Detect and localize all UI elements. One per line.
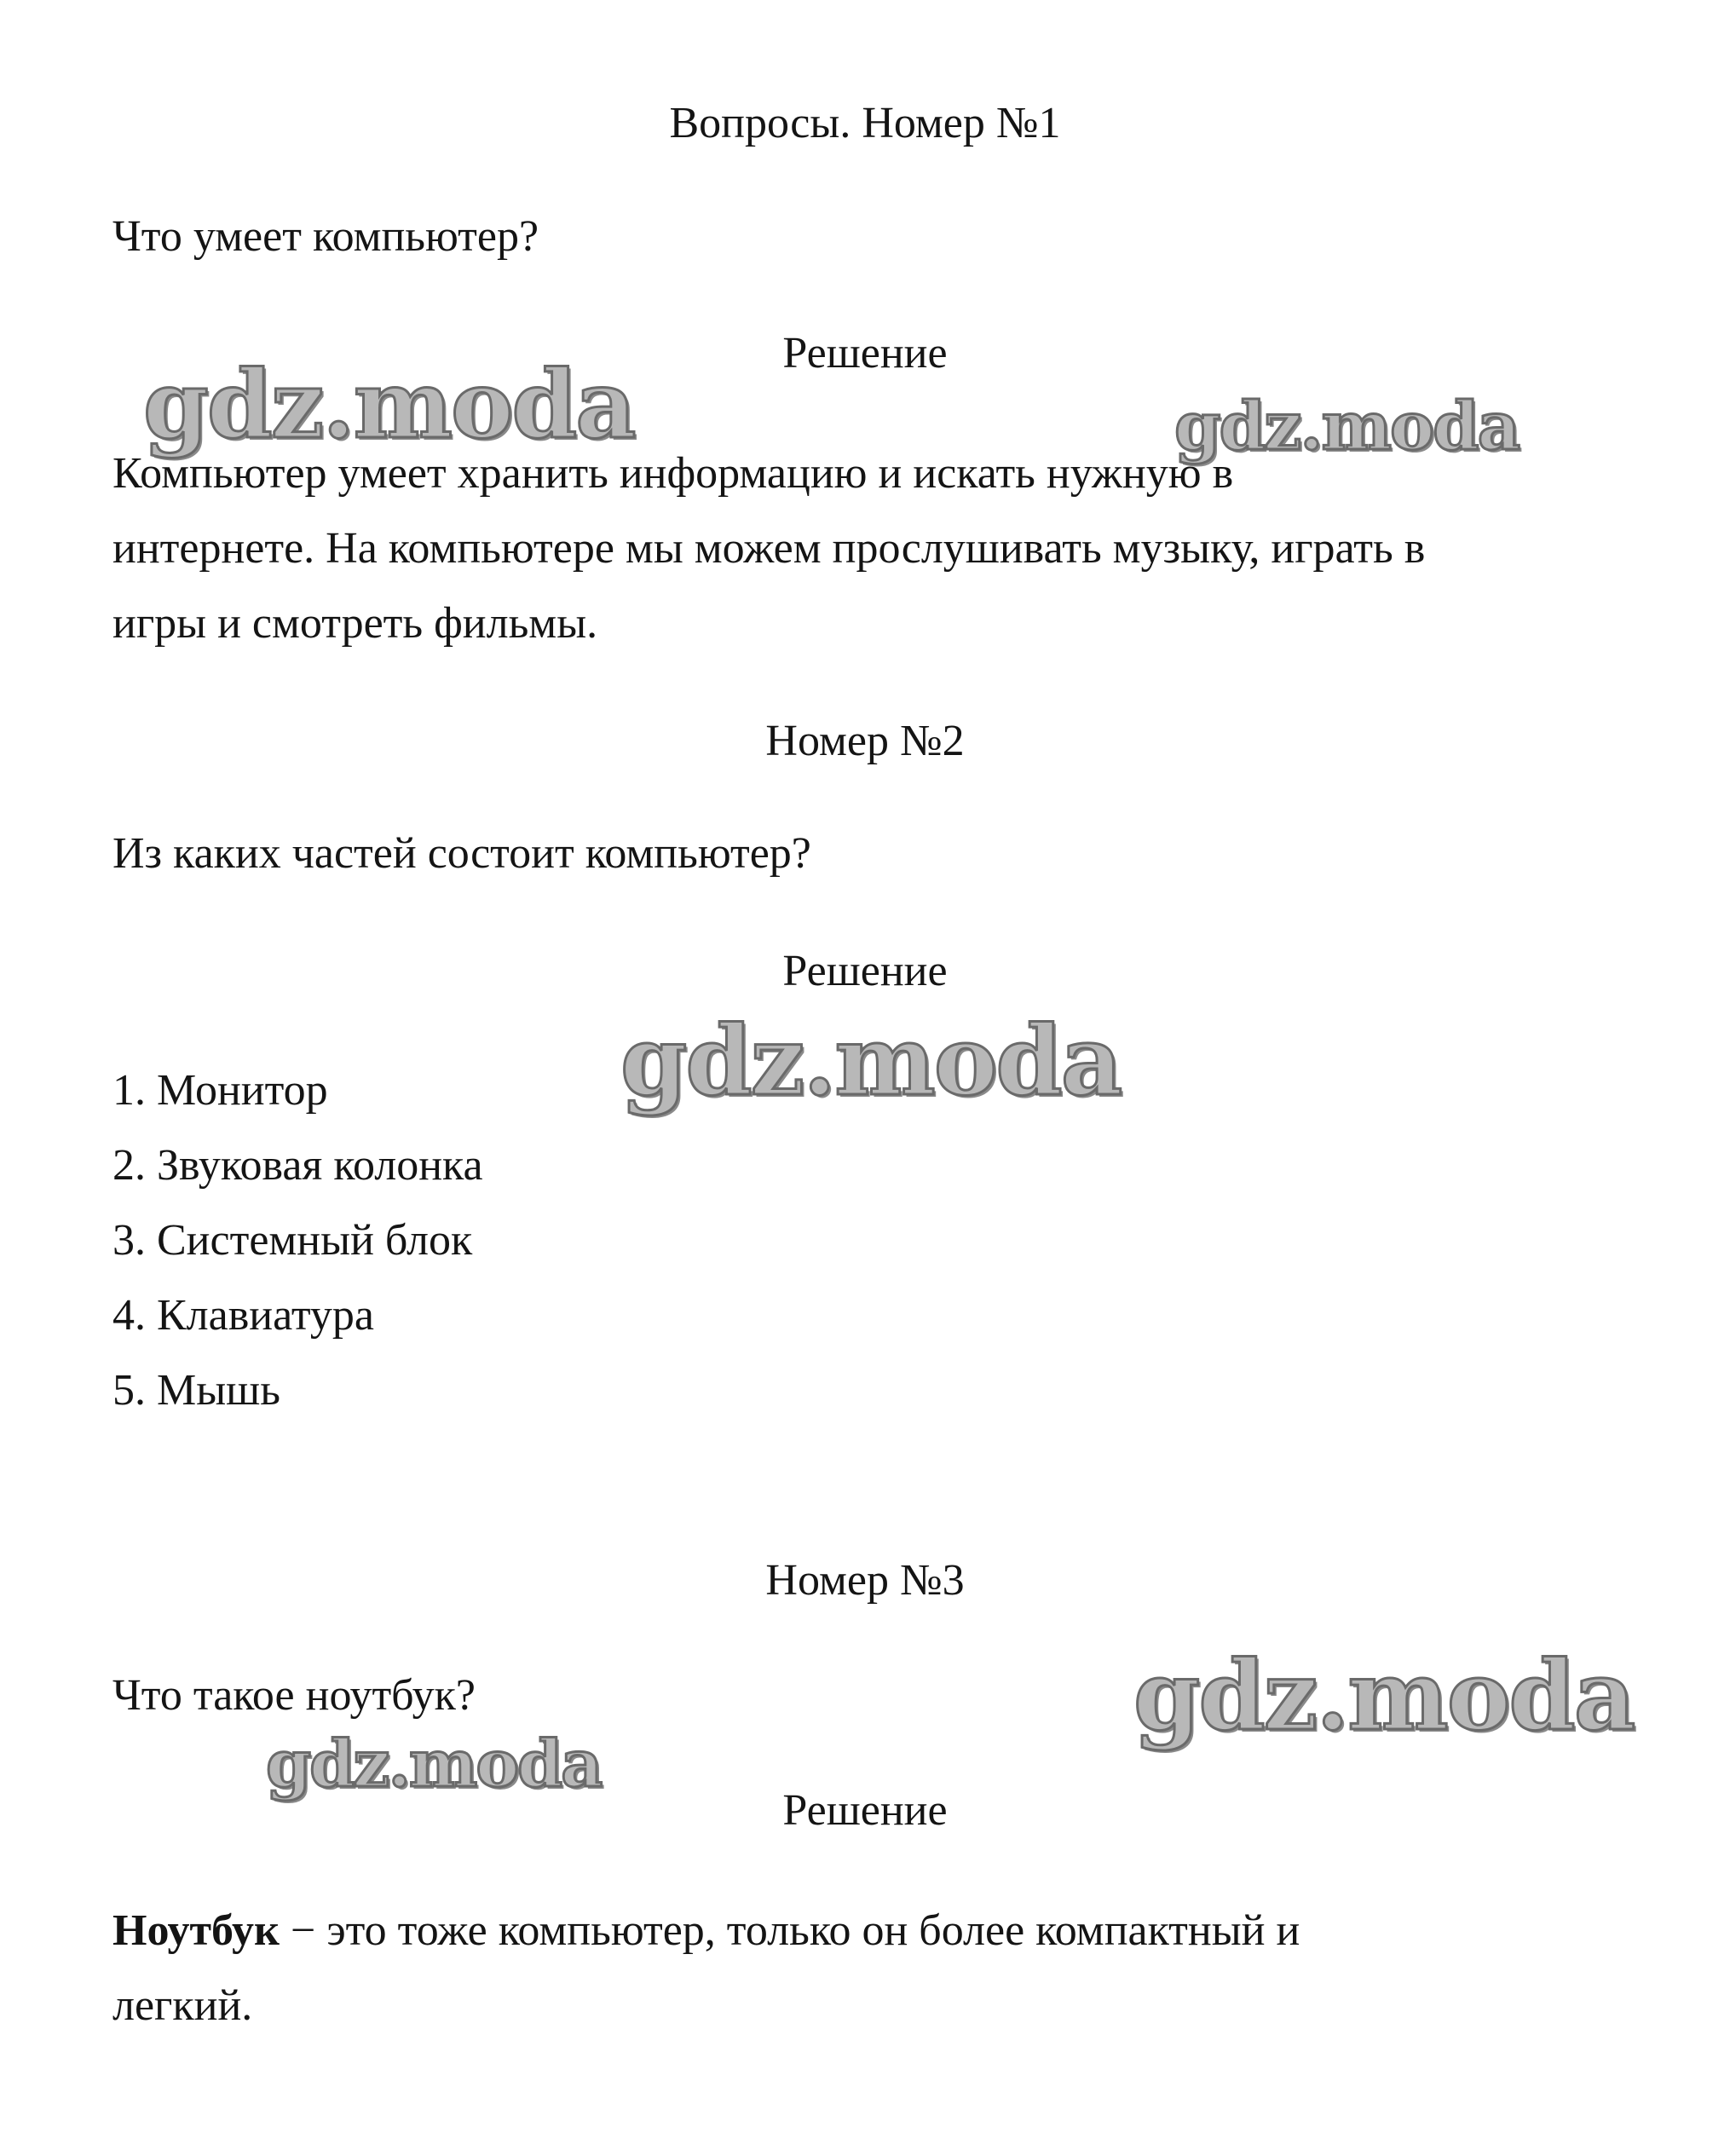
watermark-2: gdz.moda (1174, 388, 1520, 465)
q2-header: Номер №2 (765, 717, 965, 765)
q3-solution-label: Решение (782, 1786, 948, 1835)
q1-answer-line-1: Компьютер умеет хранить информацию и искать нужную в (112, 449, 1234, 498)
list-item: 5. Мышь (112, 1366, 280, 1415)
list-item: 1. Монитор (112, 1066, 328, 1115)
watermark-5: gdz.moda (266, 1726, 602, 1801)
q3-answer-line-2: легкий. (112, 1981, 253, 2030)
q3-header: Номер №3 (765, 1556, 965, 1605)
q3-answer-line-1 (112, 1894, 1300, 1969)
q2-question: Из каких частей состоит компьютер? (112, 829, 811, 878)
q1-answer-line-3: игры и смотреть фильмы. (112, 599, 598, 648)
q3-answer-rest: − это тоже компьютер, только он более компактный и (280, 1906, 1300, 1955)
q3-answer (112, 1894, 1300, 2044)
q2-solution-label: Решение (782, 947, 948, 995)
q1-question: Что умеет компьютер? (112, 212, 539, 261)
q1-solution-label: Решение (782, 329, 948, 378)
q3-question: Что такое ноутбук? (112, 1671, 476, 1720)
watermark-1: gdz.moda (143, 349, 635, 459)
watermark-4: gdz.moda (1133, 1640, 1635, 1752)
q1-header: Вопросы. Номер №1 (669, 99, 1061, 147)
list-item: 3. Системный блок (112, 1216, 473, 1265)
q3-answer-term: Ноутбук (112, 1906, 280, 1955)
list-item: 4. Клавиатура (112, 1291, 374, 1340)
watermark-3: gdz.moda (620, 1006, 1122, 1117)
q1-answer-line-2: интернете. На компьютере мы можем прослушивать музыку, играть в (112, 524, 1426, 573)
list-item: 2. Звуковая колонка (112, 1141, 483, 1190)
q1-answer (112, 436, 1425, 661)
